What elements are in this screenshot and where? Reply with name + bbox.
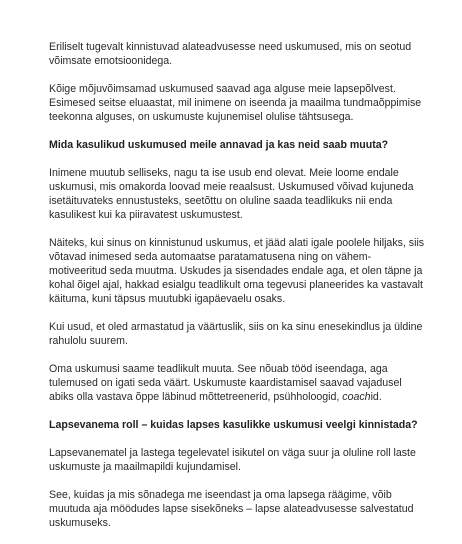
coach-italic-word: coach bbox=[342, 391, 371, 403]
paragraph-parents: Lapsevanematel ja lastega tegelevatel isikutel on väga suur ja oluline roll laste uskumuste ja maailmapildi kujundamisel. bbox=[49, 447, 416, 473]
paragraph-self-fulfilling: Inimene muutub selliseks, nagu ta ise usub end olevat. Meie loome endale uskumusi, mis omakorda loovad meie reaalsust. Uskumused võivad kujuneda isetäituvateks ennustusteks, seetõttu on oluline saada teadlikuks nii enda kasulikest kui ka piiravatest uskumustest. bbox=[49, 167, 414, 221]
paragraph-example-punctuality: Näiteks, kui sinus on kinnistunud uskumus, et jääd alati igale poolele hiljaks, siis võtavad inimesed seda automaatse paratamatusena ning on vähem-motiveeritud seda muutma. Uskudes ja sisendades endale aga, et olen täpne ja kohal õigel ajal, hakkad esialgu teadlikult oma tegevusi planeerides ka vastavalt käituma, kuni täpsus muutubki igapäevaelu osaks. bbox=[49, 237, 425, 305]
paragraph-change-beliefs-text: Oma uskumusi saame teadlikult muuta. See nõuab tööd iseendaga, aga tulemused on igati seda väärt. Uskumuste kaardistamisel saavad vajadusel abiks olla vastava õppe läbinud mõttetreenerid, psühholoogid, bbox=[49, 363, 402, 403]
heading-beneficial-beliefs: Mida kasulikud uskumused meile annavad ja kas neid saab muuta? bbox=[49, 139, 389, 151]
paragraph-change-beliefs bbox=[49, 362, 426, 404]
paragraph-childhood: Kõige mõjuvõimsamad uskumused saavad aga alguse meie lapsepõlvest. Esimesed seitse eluaastat, mil inimene on iseenda ja maailma tundmaõppimise teekonna alguses, on uskumuste kujunemisel olulise tähtsusega. bbox=[49, 83, 422, 123]
paragraph-change-beliefs-suffix: id. bbox=[370, 391, 382, 403]
paragraph-self-confidence: Kui usud, et oled armastatud ja väärtuslik, siis on ka sinu enesekindlus ja üldine rahulolu suurem. bbox=[49, 321, 423, 347]
paragraph-emotions: Eriliselt tugevalt kinnistuvad alateadvusesse need uskumused, mis on seotud võimsate emotsioonidega. bbox=[49, 41, 412, 67]
heading-parent-role: Lapsevanema roll – kuidas lapses kasulikke uskumusi veelgi kinnistada? bbox=[49, 419, 418, 431]
paragraph-inner-speech: See, kuidas ja mis sõnadega me iseendast ja oma lapsega räägime, võib muutuda aja möödudes lapse sisekõneks – lapse alateadvusesse salvestatud uskumuseks. bbox=[49, 489, 414, 529]
